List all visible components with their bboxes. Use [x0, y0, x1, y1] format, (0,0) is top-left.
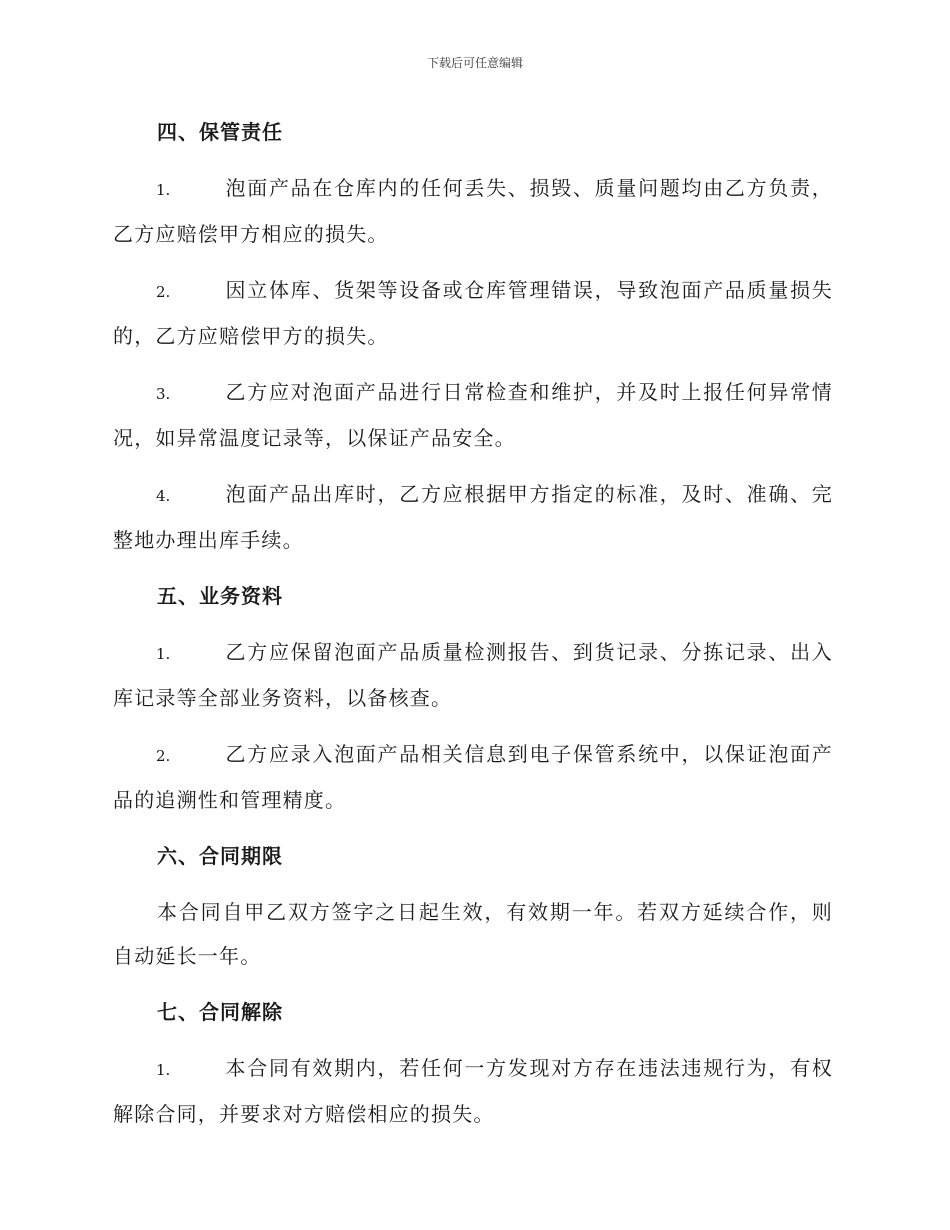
- clause-number: 1.: [156, 645, 171, 663]
- section-title-contract-term: 六、合同期限: [157, 844, 283, 868]
- clause-text: 泡面产品出库时，乙方应根据甲方指定的标准，及时、准确、完整地办理出库手续。: [113, 482, 833, 552]
- section-title-business-records: 五、业务资料: [157, 584, 283, 608]
- clause-text: 因立体库、货架等设备或仓库管理错误，导致泡面产品质量损失的，乙方应赔偿甲方的损失。: [113, 278, 833, 348]
- clause-item: [113, 268, 833, 358]
- clause-number: 1.: [156, 1061, 171, 1079]
- clause-item: [113, 472, 833, 562]
- clause-number: 2.: [156, 747, 171, 765]
- section-title-contract-termination: 七、合同解除: [157, 1000, 283, 1024]
- clause-text: 乙方应对泡面产品进行日常检查和维护，并及时上报任何异常情况，如异常温度记录等，以保证产品安全。: [113, 380, 833, 450]
- clause-item: [113, 370, 833, 460]
- clause-text: 乙方应保留泡面产品质量检测报告、到货记录、分拣记录、出入库记录等全部业务资料，以备核查。: [113, 640, 833, 710]
- clause-text: 本合同有效期内，若任何一方发现对方存在违法违规行为，有权解除合同，并要求对方赔偿相应的损失。: [113, 1056, 833, 1126]
- contract-term-paragraph: 本合同自甲乙双方签字之日起生效，有效期一年。若双方延续合作，则自动延长一年。: [113, 900, 833, 968]
- clause-number: 2.: [156, 283, 171, 301]
- section-title-storage-responsibility: 四、保管责任: [157, 120, 283, 144]
- clause-text: 乙方应录入泡面产品相关信息到电子保管系统中，以保证泡面产品的追溯性和管理精度。: [113, 742, 833, 812]
- clause-item: [113, 166, 833, 256]
- clause-item: [113, 732, 833, 822]
- header-note: 下载后可任意编辑: [426, 56, 523, 70]
- clause-number: 4.: [156, 487, 171, 505]
- clause-item: [113, 1046, 833, 1136]
- clause-number: 1.: [156, 181, 171, 199]
- clause-text: 泡面产品在仓库内的任何丢失、损毁、质量问题均由乙方负责，乙方应赔偿甲方相应的损失。: [113, 176, 833, 246]
- document-body: [113, 110, 833, 1148]
- clause-number: 3.: [156, 385, 171, 403]
- clause-item: [113, 630, 833, 720]
